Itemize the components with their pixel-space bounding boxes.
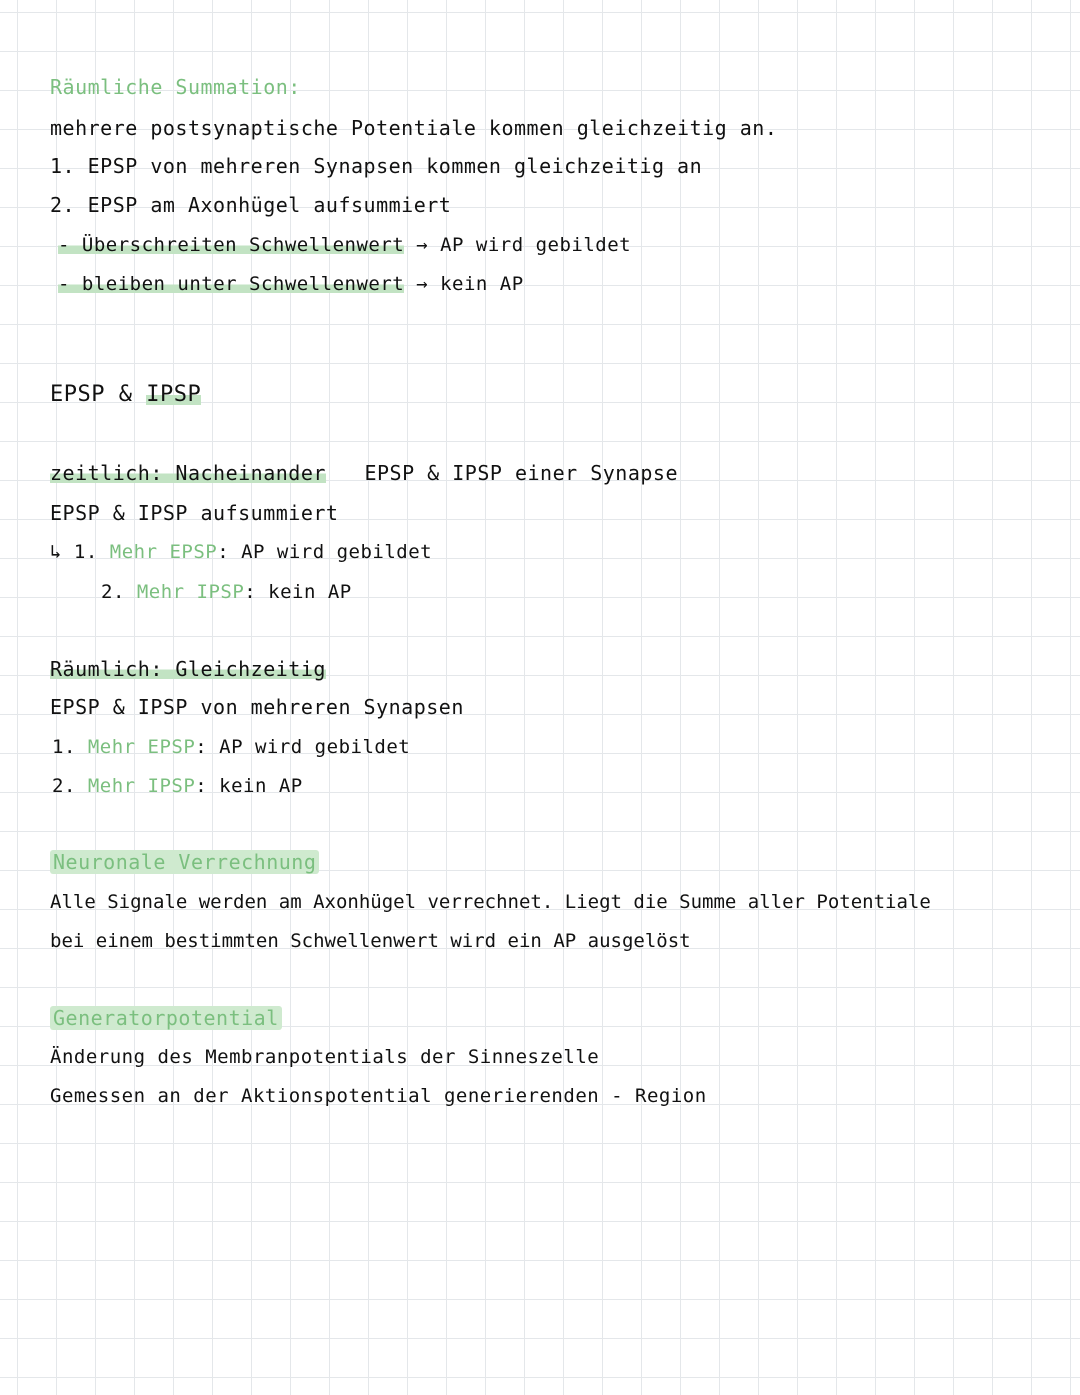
text-line: mehrere postsynaptische Potentiale kommen gleichzeitig an. (50, 116, 778, 140)
item-number: 1. (52, 736, 76, 758)
text-line: Änderung des Membranpotentials der Sinneszelle (50, 1046, 600, 1068)
list-item (50, 539, 432, 565)
list-item (52, 734, 410, 760)
item-number: 2. (52, 775, 76, 797)
list-item: 2. EPSP am Axonhügel aufsummiert (50, 193, 452, 217)
section-title-neuronale-verrechnung (50, 849, 319, 875)
arrow-icon: ↳ (50, 541, 62, 563)
item-text: : kein AP (244, 581, 352, 603)
item-number: 2. (101, 581, 125, 603)
item-text: : AP wird gebildet (195, 736, 411, 758)
zeitlich-label: zeitlich: Nacheinander (50, 461, 326, 485)
section-title-generatorpotential (50, 1005, 282, 1031)
green-label: Mehr EPSP (87, 736, 196, 758)
highlighted-text: - bleiben unter Schwellenwert (58, 273, 405, 295)
green-label: Mehr EPSP (109, 541, 218, 563)
green-label: Mehr IPSP (136, 581, 245, 603)
text-line: Alle Signale werden am Axonhügel verrechnet. Liegt die Summe aller Potentiale (50, 891, 931, 913)
item-text: : AP wird gebildet (217, 541, 433, 563)
section-title-raeumliche-summation: Räumliche Summation: (50, 75, 301, 99)
text-line: EPSP & IPSP von mehreren Synapsen (50, 695, 464, 719)
bullet-item (58, 232, 631, 258)
section-title-epsp-ipsp (50, 382, 201, 408)
bullet-result: → AP wird gebildet (416, 234, 632, 256)
item-text: : kein AP (195, 775, 303, 797)
title-highlight: IPSP (146, 382, 202, 407)
title-highlight: Generatorpotential (50, 1006, 282, 1030)
zeitlich-desc: EPSP & IPSP einer Synapse (364, 461, 678, 485)
title-part: EPSP & (50, 382, 147, 407)
list-item (52, 773, 303, 799)
item-number: 1. (73, 541, 98, 563)
bullet-result: → kein AP (416, 273, 524, 295)
zeitlich-row (50, 460, 678, 486)
list-item: 1. EPSP von mehreren Synapsen kommen gleichzeitig an (50, 154, 703, 178)
text-line: Gemessen an der Aktionspotential generierenden - Region (50, 1085, 707, 1107)
title-highlight: Neuronale Verrechnung (50, 850, 319, 874)
bullet-item (58, 271, 524, 297)
green-label: Mehr IPSP (87, 775, 196, 797)
text-line: bei einem bestimmten Schwellenwert wird ein AP ausgelöst (50, 930, 691, 952)
raeumlich-row (50, 656, 326, 682)
highlighted-text: - Überschreiten Schwellenwert (58, 234, 405, 256)
text-line: EPSP & IPSP aufsummiert (50, 501, 339, 525)
list-item (101, 579, 352, 605)
raeumlich-label: Räumlich: Gleichzeitig (50, 657, 326, 681)
